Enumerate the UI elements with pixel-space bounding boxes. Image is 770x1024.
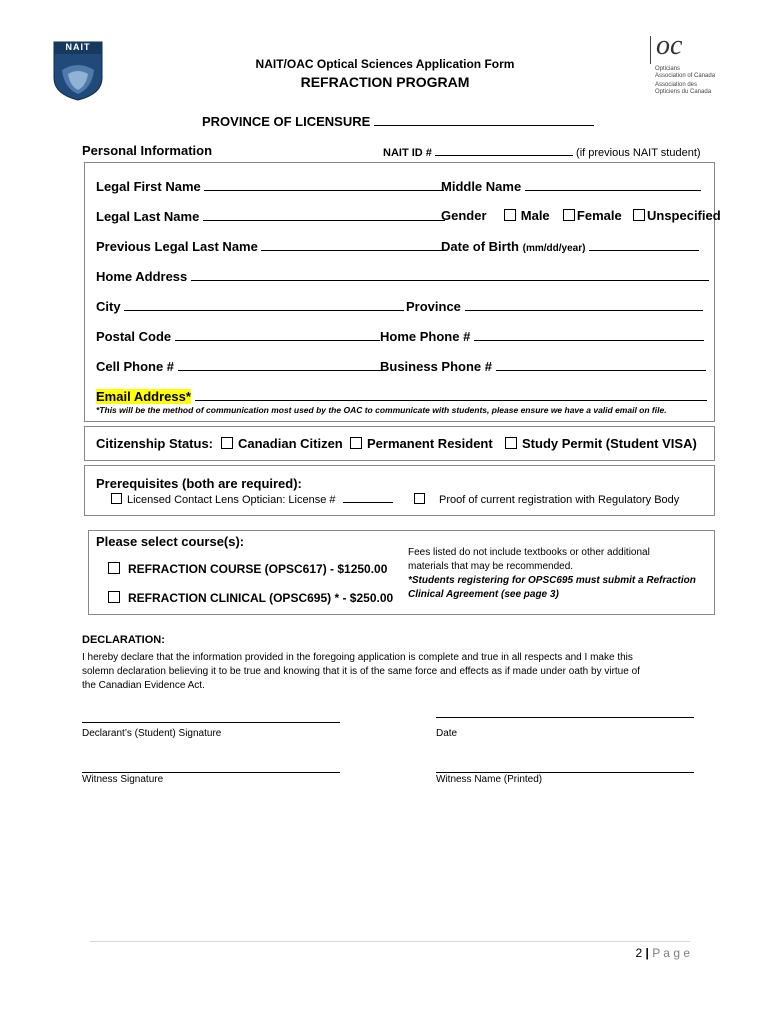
- fees-note-1: Fees listed do not include textbooks or other additional: [408, 547, 650, 558]
- legal-last-name-row: [96, 208, 445, 224]
- legal-first-name-field[interactable]: [204, 178, 444, 191]
- canadian-citizen-label: Canadian Citizen: [238, 436, 343, 451]
- form-subtitle: REFRACTION PROGRAM: [300, 74, 470, 90]
- home-address-label: Home Address: [96, 269, 188, 284]
- page-number: 2: [635, 946, 643, 960]
- prereq-license-row: [111, 493, 393, 506]
- page-word: P a g e: [652, 946, 690, 960]
- home-address-row: [96, 268, 709, 284]
- province-licensure-row: [202, 113, 594, 129]
- home-phone-row: [380, 328, 704, 344]
- opsc695-note-1: *Students registering for OPSC695 must submit a Refraction: [408, 575, 696, 586]
- legal-first-name-label: Legal First Name: [96, 179, 201, 194]
- prerequisites-heading: Prerequisites (both are required):: [96, 476, 302, 491]
- witness-signature-line[interactable]: [82, 771, 340, 773]
- gender-unspecified-label: Unspecified: [646, 208, 721, 223]
- postal-code-label: Postal Code: [96, 329, 172, 344]
- personal-info-box: [84, 162, 715, 422]
- personal-info-heading: Personal Information: [82, 143, 213, 158]
- legal-last-name-label: Legal Last Name: [96, 209, 200, 224]
- business-phone-field[interactable]: [496, 358, 706, 371]
- city-row: [96, 298, 404, 314]
- declaration-line3: the Canadian Evidence Act.: [82, 680, 205, 691]
- province-field[interactable]: [465, 298, 703, 311]
- nait-id-label: NAIT ID #: [383, 147, 432, 159]
- nait-id-field[interactable]: [435, 145, 573, 156]
- gender-male-label: Male: [520, 208, 550, 223]
- middle-name-label: Middle Name: [441, 179, 522, 194]
- postal-code-field[interactable]: [175, 328, 380, 341]
- course1-checkbox[interactable]: [108, 562, 120, 574]
- oac-en-line2: Association of Canada: [655, 73, 716, 79]
- citizenship-row: [96, 436, 213, 451]
- home-phone-field[interactable]: [474, 328, 704, 341]
- proof-checkbox[interactable]: [414, 493, 425, 504]
- course1-row: [108, 562, 387, 576]
- city-label: City: [96, 299, 121, 314]
- gender-row: [441, 208, 721, 223]
- footer-divider: [90, 941, 690, 942]
- home-phone-label: Home Phone #: [380, 329, 471, 344]
- province-licensure-label: PROVINCE OF LICENSURE: [202, 114, 371, 129]
- proof-label: Proof of current registration with Regulatory Body: [439, 494, 680, 506]
- email-label: Email Address*: [96, 389, 191, 404]
- oac-logo-text: oc: [656, 30, 683, 61]
- gender-female-checkbox[interactable]: [563, 209, 575, 221]
- date-label: Date: [436, 728, 458, 739]
- previous-last-name-label: Previous Legal Last Name: [96, 239, 258, 254]
- cell-phone-field[interactable]: [178, 358, 383, 371]
- witness-name-label: Witness Name (Printed): [436, 774, 543, 785]
- page-footer: [600, 946, 690, 960]
- date-line[interactable]: [436, 716, 694, 718]
- previous-last-name-field[interactable]: [261, 238, 445, 251]
- dob-row: [441, 238, 699, 254]
- previous-last-name-row: [96, 238, 445, 254]
- citizenship-label: Citizenship Status:: [96, 436, 214, 451]
- oac-fr-line1: Association des: [655, 82, 698, 88]
- course2-label: REFRACTION CLINICAL (OPSC695) * - $250.00: [128, 591, 394, 605]
- opsc695-note-2: Clinical Agreement (see page 3): [408, 589, 559, 600]
- course1-label: REFRACTION COURSE (OPSC617) - $1250.00: [128, 562, 388, 576]
- oac-fr-line2: Opticiens du Canada: [655, 89, 712, 95]
- nait-logo-text: NAIT: [65, 42, 91, 52]
- citizenship-canadian: [221, 436, 343, 451]
- citizenship-study: [505, 436, 697, 451]
- middle-name-row: [441, 178, 701, 194]
- nait-logo: [52, 40, 104, 102]
- study-permit-checkbox[interactable]: [505, 437, 517, 449]
- license-label: Licensed Contact Lens Optician: License #: [127, 494, 336, 506]
- witness-name-line[interactable]: [436, 771, 694, 773]
- oac-en-line1: Opticians: [655, 66, 681, 72]
- declarant-signature-label: Declarant’s (Student) Signature: [82, 728, 222, 739]
- oac-logo: [650, 30, 760, 100]
- course2-checkbox[interactable]: [108, 591, 120, 603]
- citizenship-permanent: [350, 436, 493, 451]
- email-field[interactable]: [195, 388, 707, 401]
- form-title: NAIT/OAC Optical Sciences Application Form: [255, 57, 515, 71]
- home-address-field[interactable]: [191, 268, 709, 281]
- email-note: *This will be the method of communication most used by the OAC to communicate with students, please ensure we have a valid email on file.: [96, 405, 667, 415]
- course2-row: [108, 591, 393, 605]
- declarant-signature-line[interactable]: [82, 721, 340, 723]
- study-permit-label: Study Permit (Student VISA): [522, 436, 697, 451]
- canadian-citizen-checkbox[interactable]: [221, 437, 233, 449]
- legal-first-name-row: [96, 178, 444, 194]
- postal-code-row: [96, 328, 380, 344]
- dob-field[interactable]: [589, 238, 699, 251]
- declaration-heading: DECLARATION:: [82, 634, 165, 646]
- province-label: Province: [406, 299, 461, 314]
- email-row: [96, 388, 707, 404]
- gender-unspecified-checkbox[interactable]: [633, 209, 645, 221]
- business-phone-row: [380, 358, 706, 374]
- permanent-resident-checkbox[interactable]: [350, 437, 362, 449]
- legal-last-name-field[interactable]: [203, 208, 445, 221]
- city-field[interactable]: [124, 298, 404, 311]
- dob-format: (mm/dd/year): [522, 243, 586, 254]
- middle-name-field[interactable]: [525, 178, 701, 191]
- page-separator: |: [645, 946, 649, 960]
- gender-label: Gender: [441, 208, 487, 223]
- witness-signature-label: Witness Signature: [82, 774, 164, 785]
- nait-id-note: (if previous NAIT student): [576, 147, 701, 159]
- license-checkbox[interactable]: [111, 493, 122, 504]
- license-number-field[interactable]: [343, 493, 393, 503]
- dob-label: Date of Birth: [441, 239, 519, 254]
- gender-male-checkbox[interactable]: [504, 209, 516, 221]
- declaration-line1: I hereby declare that the information provided in the foregoing application is complete and true in all respects and I make this: [82, 652, 633, 663]
- prereq-proof-row: [414, 493, 679, 506]
- nait-id-row: [383, 145, 701, 159]
- province-row: [406, 298, 703, 314]
- cell-phone-label: Cell Phone #: [96, 359, 175, 374]
- cell-phone-row: [96, 358, 383, 374]
- gender-female-label: Female: [576, 208, 622, 223]
- fees-note-2: materials that may be recommended.: [408, 561, 574, 572]
- courses-heading: Please select course(s):: [96, 534, 245, 549]
- declaration-line2: solemn declaration believing it to be true and knowing that it is of the same force and effects as if made under oath by virtue of: [82, 666, 640, 677]
- business-phone-label: Business Phone #: [380, 359, 492, 374]
- permanent-resident-label: Permanent Resident: [367, 436, 493, 451]
- province-licensure-field[interactable]: [374, 113, 594, 126]
